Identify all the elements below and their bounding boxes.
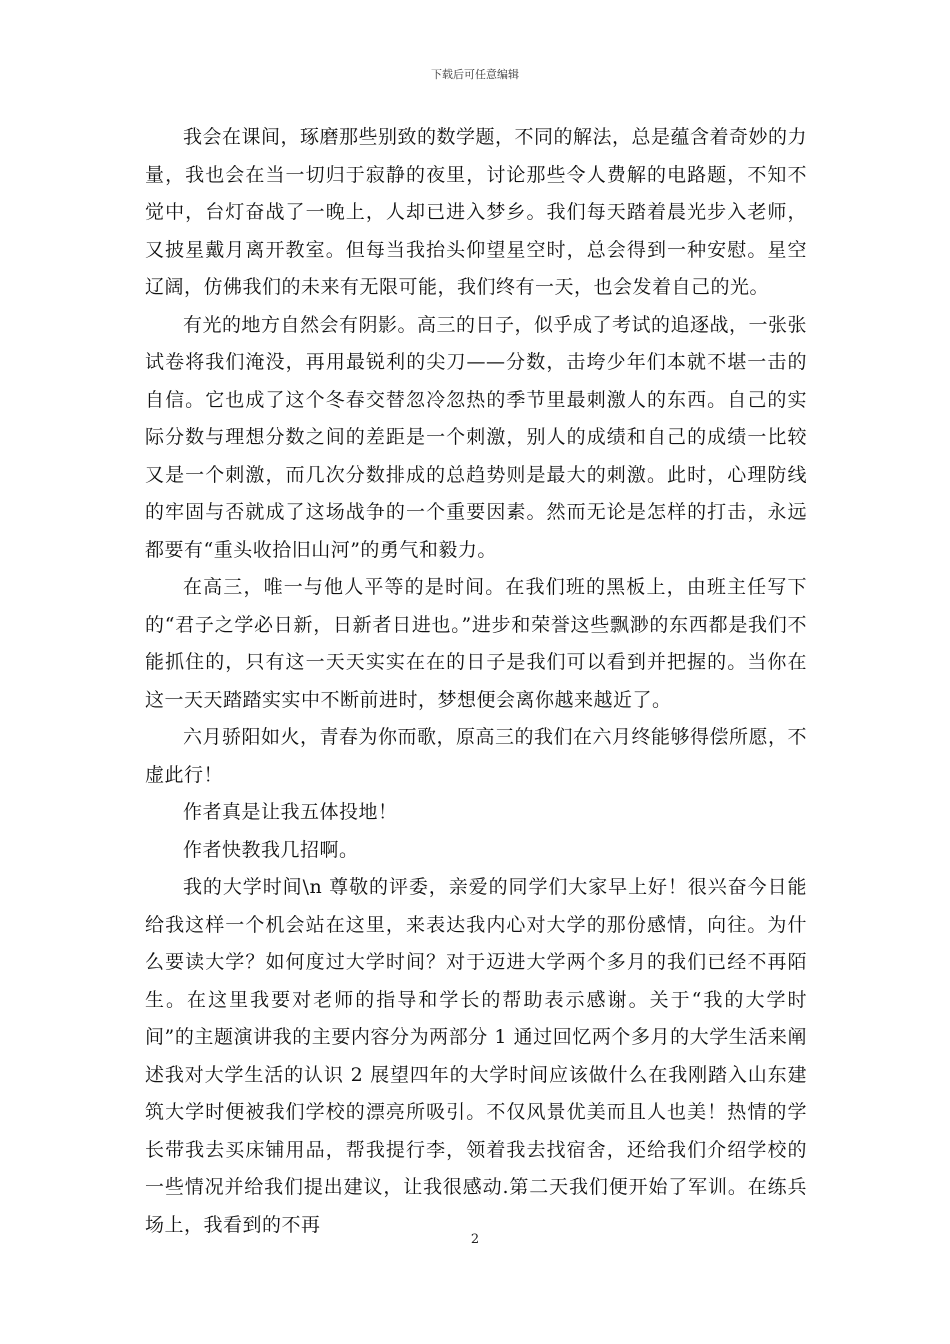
page-header: 下载后可任意编辑	[431, 68, 519, 81]
paragraph-3: 在高三，唯一与他人平等的是时间。在我们班的黑板上，由班主任写下的“君子之学必日新，日新者日进也。”进步和荣誉这些飘渺的东西都是我们不能抓住的，只有这一天天实实在在的日子是我们可以看到并把握的。当你在这一天天踏踏实实中不断前进时，梦想便会离你越来越近了。	[145, 576, 807, 711]
paragraph-1: 我会在课间，琢磨那些别致的数学题，不同的解法，总是蕴含着奇妙的力量，我也会在当一切归于寂静的夜里，讨论那些令人费解的电路题，不知不觉中，台灯奋战了一晚上，人却已进入梦乡。我们每天踏着晨光步入老师，又披星戴月离开教室。但每当我抬头仰望星空时，总会得到一种安慰。星空辽阔，仿佛我们的未来有无限可能，我们终有一天，也会发着自己的光。	[145, 126, 808, 298]
paragraph-4: 六月骄阳如火，青春为你而歌，原高三的我们在六月终能够得偿所愿，不虚此行！	[145, 726, 808, 786]
paragraph-7: 我的大学时间\n 尊敬的评委，亲爱的同学们大家早上好！很兴奋今日能给我这样一个机会站在这里，来表达我内心对大学的那份感情，向往。为什么要读大学？如何度过大学时间？对于迈进大学两个多月的我们已经不再陌生。在这里我要对老师的指导和学长的帮助表示感谢。关于“我的大学时间”的主题演讲我的主要内容分为两部分 1 通过回忆两个多月的大学生活来阐述我对大学生活的认识 2 展望四年的大学时间应该做什么在我刚踏入山东建筑大学时便被我们学校的漂亮所吸引。不仅风景优美而且人也美！热情的学长带我去买床铺用品，帮我提行李，领着我去找宿舍，还给我们介绍学校的一些情况并给我们提出建议，让我很感动.第二天我们便开始了军训。在练兵场上，我看到的不再	[145, 876, 807, 1236]
paragraph-5: 作者真是让我五体投地！	[183, 801, 398, 823]
document-body	[145, 119, 807, 1244]
paragraph-2: 有光的地方自然会有阴影。高三的日子，似乎成了考试的追逐战，一张张试卷将我们淹没，再用最锐利的尖刀——分数，击垮少年们本就不堪一击的自信。它也成了这个冬春交替忽冷忽热的季节里最刺激人的东西。自己的实际分数与理想分数之间的差距是一个刺激，别人的成绩和自己的成绩一比较又是一个刺激，而几次分数排成的总趋势则是最大的刺激。此时，心理防线的牢固与否就成了这场战争的一个重要因素。然而无论是怎样的打击，永远都要有“重头收拾旧山河”的勇气和毅力。	[145, 313, 808, 561]
paragraph-6: 作者快教我几招啊。	[183, 838, 359, 861]
page-number: 2	[470, 1232, 480, 1247]
